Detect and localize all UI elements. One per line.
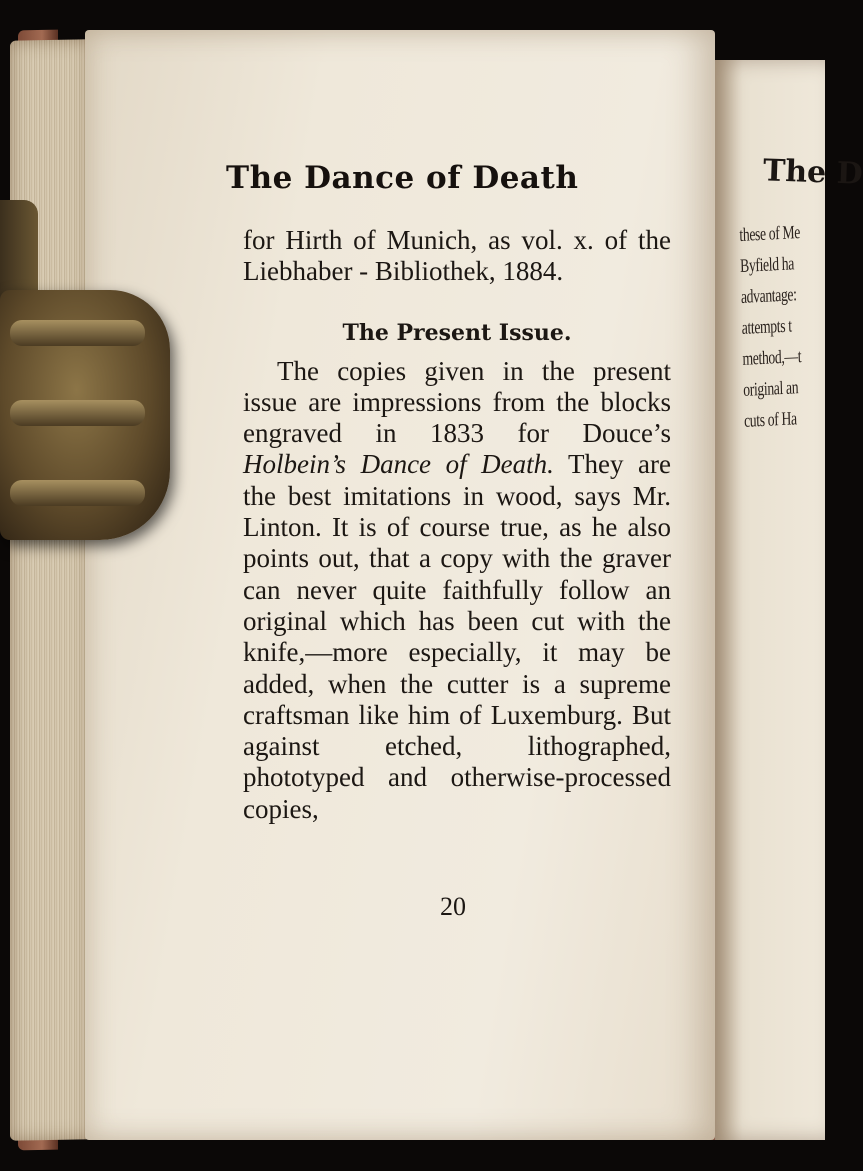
- right-line: these of Me: [739, 222, 801, 246]
- right-page-lines: [739, 217, 805, 437]
- right-running-head: The D: [762, 153, 863, 192]
- section-heading: The Present Issue.: [342, 319, 572, 346]
- intro-paragraph: for Hirth of Munich, as vol. x. of the Liebhaber - Bibliothek, 1884.: [243, 225, 671, 287]
- book-holder-clip: [0, 290, 170, 540]
- right-line: attempts t: [741, 315, 792, 339]
- right-line: cuts of Ha: [743, 408, 797, 432]
- page-number: 20: [440, 892, 466, 921]
- paragraph-rest: They are the best imitations in wood, says Mr. Linton. It is of course true, as he also points out, that a copy with the graver can never quite faithfully follow an original which has been cut with the knife,—more especially, it may be added, when the cutter is a supreme craftsman like him of Luxemburg. But against etched, lithographed, phototyped and otherwise-processed copies,: [243, 449, 671, 824]
- page-body: [243, 225, 671, 825]
- right-line: original an: [743, 377, 799, 401]
- right-page: [712, 60, 863, 1140]
- body-paragraph: [243, 356, 671, 825]
- book-title: Holbein’s Dance of Death.: [243, 449, 554, 480]
- running-head: The Dance of Death: [226, 160, 579, 196]
- clip-ridge: [10, 480, 145, 506]
- clip-ridge: [10, 320, 145, 346]
- paragraph-start: The copies given in the present issue are impressions from the blocks engraved in 1833 for Douce’s: [243, 355, 671, 449]
- right-line: method,—t: [742, 346, 802, 370]
- clip-ridge: [10, 400, 145, 426]
- right-line: Byfield ha: [739, 253, 795, 277]
- right-line: advantage:: [740, 284, 797, 308]
